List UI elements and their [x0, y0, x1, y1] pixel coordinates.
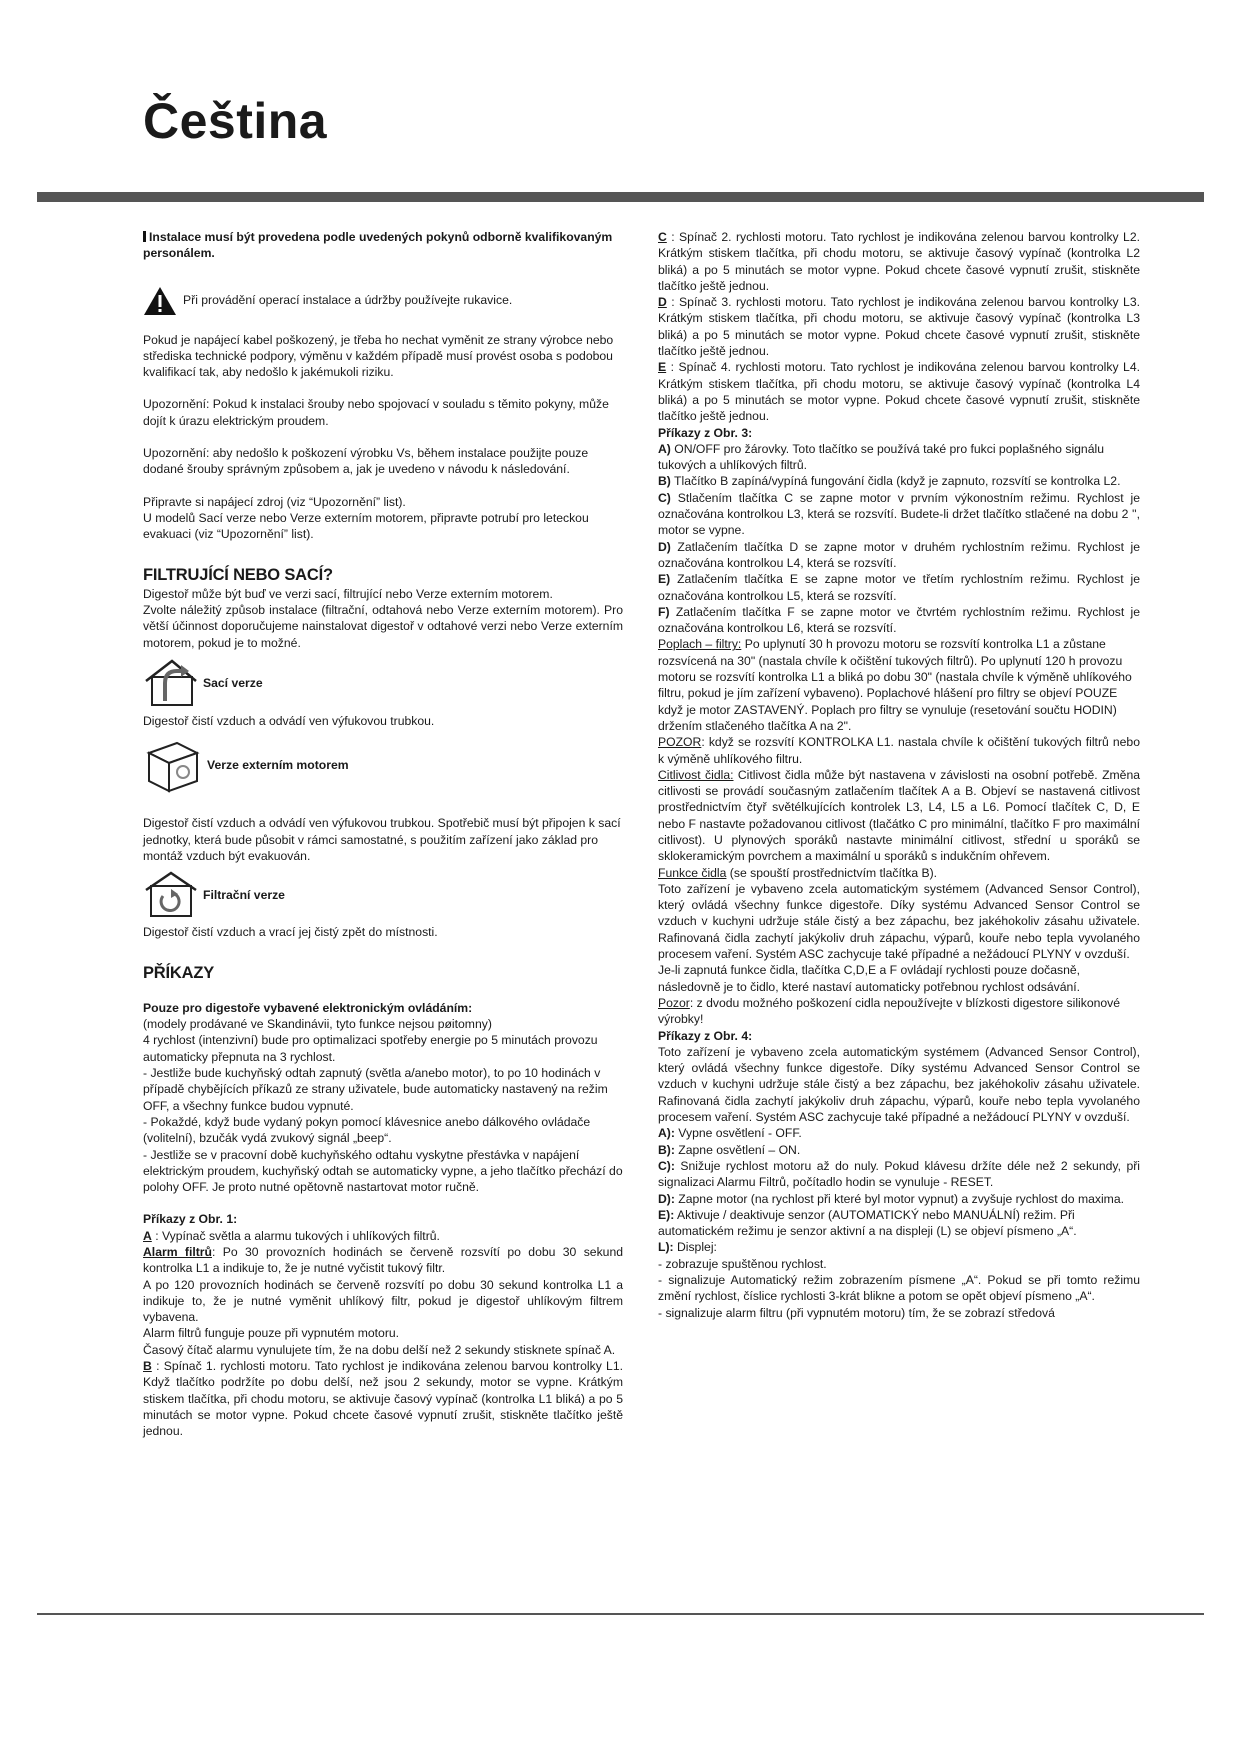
power-paragraph: Připravte si napájecí zdroj (viz “Upozornění” list).: [143, 494, 406, 509]
warning-triangle-icon: [143, 286, 177, 316]
electronic-line-2: 4 rychlost (intenzivní) bude pro optimalizaci spotřeby energie po 5 minutách provozu automaticky přepnuta na 3 rychlost.: [143, 1033, 598, 1064]
obr4-heading: Příkazy z Obr. 4:: [658, 1028, 753, 1043]
obr1-alarm-p4: Časový čítač alarmu vynulujete tím, že na dobu delší než 2 sekundy stisknete spínač A.: [143, 1342, 616, 1357]
obr1-alarm-p3: Alarm filtrů funguje pouze při vypnutém motoru.: [143, 1326, 400, 1341]
filter-heading: FILTRUJÍCÍ NEBO SACÍ?: [143, 565, 333, 584]
obr3-d: D) Zatlačením tlačítka D se zapne motor v druhém rychlostním režimu. Rychlost je označována kontrolkou L4, která se rozsvítí.: [658, 539, 1140, 570]
obr3-e: E) Zatlačením tlačítka E se zapne motor ve třetím rychlostním režimu. Rychlost je označována kontrolkou L5, která se rozsvítí.: [658, 572, 1140, 603]
page-title: Čeština: [143, 93, 328, 149]
obr4-e: E): Aktivuje / deaktivuje senzor (AUTOMATICKÝ nebo MANUÁLNÍ) režim. Při automatickém režimu je senzor aktivní a na displeji (L) se objeví písmeno „A“.: [658, 1207, 1077, 1239]
footer-divider: [37, 1613, 1204, 1615]
models-paragraph: U modelů Sací verze nebo Verze externím motorem, připravte potrubí pro leteckou evakuaci (viz “Upozornění” list).: [143, 510, 589, 542]
obr1-alarm-p2: A po 120 provozních hodinách se červeně rozsvítí po dobu 30 sekund kontrolka L1 a indikuje to, že je nutné vyměnit uhlíkový filtr, pokud je digestoř uhlíkovým filtrem vybavena.: [143, 1277, 623, 1325]
obr3-a: A) ON/OFF pro žárovky. Toto tlačítko se používá také pro fukci poplašného signálu tukových a uhlíkových filtrů.: [658, 441, 1104, 473]
gloves-warning: Při provádění operací instalace a údržby používejte rukavice.: [143, 286, 623, 316]
electronic-line-3: - Jestliže bude kuchyňský odtah zapnutý (světla a/anebo motor), to po 10 hodinách v případě chybějících příkazů ze strany uživatele, bude automaticky nastavený na režim OFF, a všechny funkce budou vypnuté.: [143, 1066, 608, 1113]
display-line-1: - zobrazuje spuštěnou rychlost.: [658, 1256, 827, 1271]
commands-heading: PŘÍKAZY: [143, 963, 215, 982]
electronic-line-5: - Jestliže se v pracovní době kuchyňského odtahu vyskytne přestávka v napájení elektrickým proudem, kuchyňský odtah se automaticky vypne, a jeho tlačítko přechází do polohy OFF. Je proto nutné opětovně nastartovat motor ručně.: [143, 1147, 623, 1195]
obr3-c: C) Stlačením tlačítka C se zapne motor v prvním výkonostním režimu. Rychlost je označována kontrolkou L3, která se rozsvítí. Budete-li držet tlačítko stlačené na dobu 2 '', motor se vypne.: [658, 490, 1140, 538]
obr1-alarm: Alarm filtrů: Po 30 provozních hodinách se červeně rozsvítí po dobu 30 sekund kontrolka L1 a indikuje to, že je nutné vyčistit tukový filtr.: [143, 1244, 623, 1276]
right-column: [658, 229, 1140, 1321]
obr3-f: F) Zatlačením tlačítka F se zapne motor ve čtvrtém rychlostním režimu. Rychlost je označována kontrolkou L6, která se rozsvítí.: [658, 604, 1140, 636]
switch-c: C : Spínač 2. rychlosti motoru. Tato rychlost je indikována zelenou barvou kontrolky L2. Krátkým stiskem tlačítka, při chodu motoru, se aktivuje časový vypínač (kontrolka L2 bliká) a po 5 minutách se motor vypne. Pokud chcete časové vypnutí zrušit, stiskněte tlačítko ještě jednou.: [658, 230, 1140, 293]
obr3-heading: Příkazy z Obr. 3:: [658, 425, 753, 440]
sensor-function: Funkce čidla (se spouští prostřednictvím tlačítka B).: [658, 865, 938, 880]
cable-paragraph: Pokud je napájecí kabel poškozený, je třeba ho nechat vyměnit ze strany výrobce nebo střediska technické podpory, výměnu v každém případě musí provést osoba s podobou kvalifikací tak, aby nedošlo k jakémukoli riziku.: [143, 332, 614, 380]
note-bar-icon: [143, 231, 146, 242]
electronic-heading: Pouze pro digestoře vybavené elektronickým ovládáním:: [143, 1000, 473, 1015]
obr1-a: A : Vypínač světla a alarmu tukových i uhlíkových filtrů.: [143, 1228, 440, 1243]
sensor-sensitivity: Citlivost čidla: Citlivost čidla může být nastavena v závislosti na osobní potřebě. Změna citlivosti se provádí současným zatlačením tlačítek A a B. Objeví se nastavená citlivost prostřednictvím čtyř světélkujících kontrolek L3, L4, L5 a L6. Pomocí tlačítek C, D, E nebo F nastavte požadovanou citlivost (tlačátko C pro minimální, tlačítko F pro maximální citlivost). U plynových sporáků nastavte minimální citlivost, střední u sporáků se sklokeramickým povrchem a maximální u sporáků s indukčním ohřevem.: [658, 767, 1140, 864]
asc-paragraph-3: Toto zařízení je vybaveno zcela automatickým systémem (Advanced Sensor Control), který ovládá všechny funkce digestoře. Díky systému Advanced Sensor Control se vzduch v kuchyni udržuje stále čistý a bez zápachu, bez jakéhokoliv zásahu uživatele. Rafinovaná čidla zachytí jakýkoliv druh zápachu, výparů, kouře nebo tepla vyvolaného procesem vaření. Systém ASC zachycuje také případné a nežádoucí PLYNY v ovzduší.: [658, 1044, 1140, 1125]
asc-paragraph-1: Toto zařízení je vybaveno zcela automatickým systémem (Advanced Sensor Control), který ovládá všechny funkce digestoře. Díky systému Advanced Sensor Control se vzduch v kuchyni udržuje stále čistý a bez zápachu, bez jakéhokoliv zásahu uživatele. Rafinovaná čidla zachytí jakýkoliv druh zápachu, výparů, kouře nebo tepla vyvolaného procesem vaření. Systém ASC zachycuje také případné a nežádoucí PLYNY v ovzduší.: [658, 881, 1140, 962]
electronic-line-1: (modely prodávané ve Skandinávii, tyto funkce nejsou pøitomny): [143, 1017, 492, 1032]
display-line-3: - signalizuje alarm filtru (při vypnutém motoru) tím, že se zobrazí středová: [658, 1305, 1055, 1320]
filter-paragraph-2: Zvolte náležitý způsob instalace (filtrační, odtahová nebo Verze externím motorem). Pro větší účinnost doporučujeme nainstalovat digestoř v odtahové verzi nebo Verze externím motorem, pokud je to možné.: [143, 603, 623, 650]
pozor-note: POZOR: když se rozsvítí KONTROLKA L1. nastala chvíle k očištění tukových filtrů nebo k výměně uhlíkového filtru.: [658, 735, 1140, 766]
obr4-b: B): Zapne osvětlení – ON.: [658, 1142, 801, 1157]
switch-d: D : Spínač 3. rychlosti motoru. Tato rychlost je indikována zelenou barvou kontrolky L3. Krátkým stiskem tlačítka, při chodu motoru, se aktivuje časový vypínač (kontrolka L3 bliká) a po 5 minutách se motor vypne. Pokud chcete časové vypnutí zrušit, stiskněte tlačítko ještě jednou.: [658, 295, 1140, 359]
electronic-line-4: - Pokaždé, když bude vydaný pokyn pomocí klávesnice anebo dálkového ovládače (volitelní), bzučák vydá zvukový signál „beep“.: [143, 1114, 591, 1146]
filter-version: Filtrační verze: [143, 870, 623, 920]
external-motor-description: Digestoř čistí vzduch a odvádí ven výfukovou trubkou. Spotřebič musí být připojen k sací jednotky, která bude působit v rámci samostatné, s použitím zařízení jako základ pro montáž vzduch být evakuován.: [143, 816, 621, 863]
external-motor-version: Verze externím motorem: [143, 735, 623, 795]
suction-description: Digestoř čistí vzduch a odvádí ven výfukovou trubkou.: [143, 714, 435, 729]
external-motor-icon: [143, 735, 203, 795]
header-divider: [37, 192, 1204, 202]
switch-e: E : Spínač 4. rychlosti motoru. Tato rychlost je indikována zelenou barvou kontrolky L4. Krátkým stiskem tlačítka, při chodu motoru, se aktivuje časový vypínač (kontrolka L4 bliká) a po 5 minutách se motor vypne. Pokud chcete časové vypnutí zrušit, stiskněte tlačítko ještě jednou.: [658, 360, 1140, 424]
damage-paragraph: Upozornění: aby nedošlo k poškození výrobku Vs, během instalace použijte pouze dodané šrouby správným způsobem a, jak je uvedeno v návodu k následování.: [143, 446, 589, 477]
filter-paragraph-1: Digestoř může být buď ve verzi sací, filtrující nebo Verze externím motorem.: [143, 586, 553, 601]
filter-alarm: Poplach – filtry: Po uplynutí 30 h provozu motoru se rozsvítí kontrolka L1 a zůstane rozsvícená na 30" (nastala chvíle k očištění tukových filtrů). Po uplynutí 120 h provozu motoru se rozsvítí kontrolka L1 a bliká po dobu 30" (nastala chvíle k výměně uhlíkového filtru, pokud je jím zařízení vybaveno). Poplachové hlášení pro filtry se objeví POUZE když je motor ZASTAVENÝ. Poplach pro filtry se vynuluje (resetování součtu HODIN) držením stlačeného tlačítka A na 2".: [658, 637, 1132, 733]
obr1-b: B : Spínač 1. rychlosti motoru. Tato rychlost je indikována zelenou barvou kontrolky L1. Když tlačítko podržíte po dobu delší, než jsou 2 sekundy, motor se vypne. Krátkým stiskem tlačítka, při chodu motoru, se aktivuje časový vypínač (kontrolka L1 bliká) a po 5 minutách se motor vypne. Pokud chcete časové vypnutí zrušit, stiskněte tlačítko ještě jednou.: [143, 1359, 623, 1439]
left-column: [143, 229, 623, 1440]
pozor-silicone: Pozor: z dvodu možného poškození cidla nepoužívejte v blízkosti digestore silikonové výrobky!: [658, 995, 1121, 1027]
obr4-a: A): Vypne osvětlení - OFF.: [658, 1126, 802, 1141]
filter-description: Digestoř čistí vzduch a vrací jej čistý zpět do místnosti.: [143, 925, 438, 940]
screws-paragraph: Upozornění: Pokud k instalaci šrouby nebo spojovací v souladu s těmito pokyny, může dojít k úrazu elektrickým proudem.: [143, 397, 609, 428]
obr4-l: L): Displej:: [658, 1240, 717, 1255]
obr4-d: D): Zapne motor (na rychlost při které byl motor vypnut) a zvyšuje rychlost do maxima.: [658, 1191, 1124, 1206]
suction-house-icon: [143, 657, 199, 709]
obr4-c: C): Snižuje rychlost motoru až do nuly. Pokud klávesu držíte déle než 2 sekundy, při signalizaci Alarmu Filtrů, počítadlo hodin se vynuluje - RESET.: [658, 1158, 1140, 1190]
obr3-b: B) Tlačítko B zapíná/vypíná fungování čidla (když je zapnuto, rozsvítí se kontrolka L2.: [658, 474, 1121, 489]
suction-version: Sací verze: [143, 657, 623, 709]
filter-recirculation-icon: [143, 870, 199, 920]
display-line-2: - signalizuje Automatický režim zobrazením písmene „A“. Pokud se při tomto režimu změní rychlost, číslice rychlosti 3-krát blikne a potom se opět objeví písmeno „A“.: [658, 1273, 1140, 1304]
asc-paragraph-2: Je-li zapnutá funkce čidla, tlačítka C,D,E a F ovládají rychlosti pouze dočasně, následovně je to čidlo, které nastaví automaticky potřebnou rychlost odsávání.: [658, 963, 1081, 994]
obr1-heading: Příkazy z Obr. 1:: [143, 1212, 238, 1227]
install-note: Instalace musí být provedena podle uvedených pokynů odborně kvalifikovaným personálem.: [143, 230, 613, 261]
